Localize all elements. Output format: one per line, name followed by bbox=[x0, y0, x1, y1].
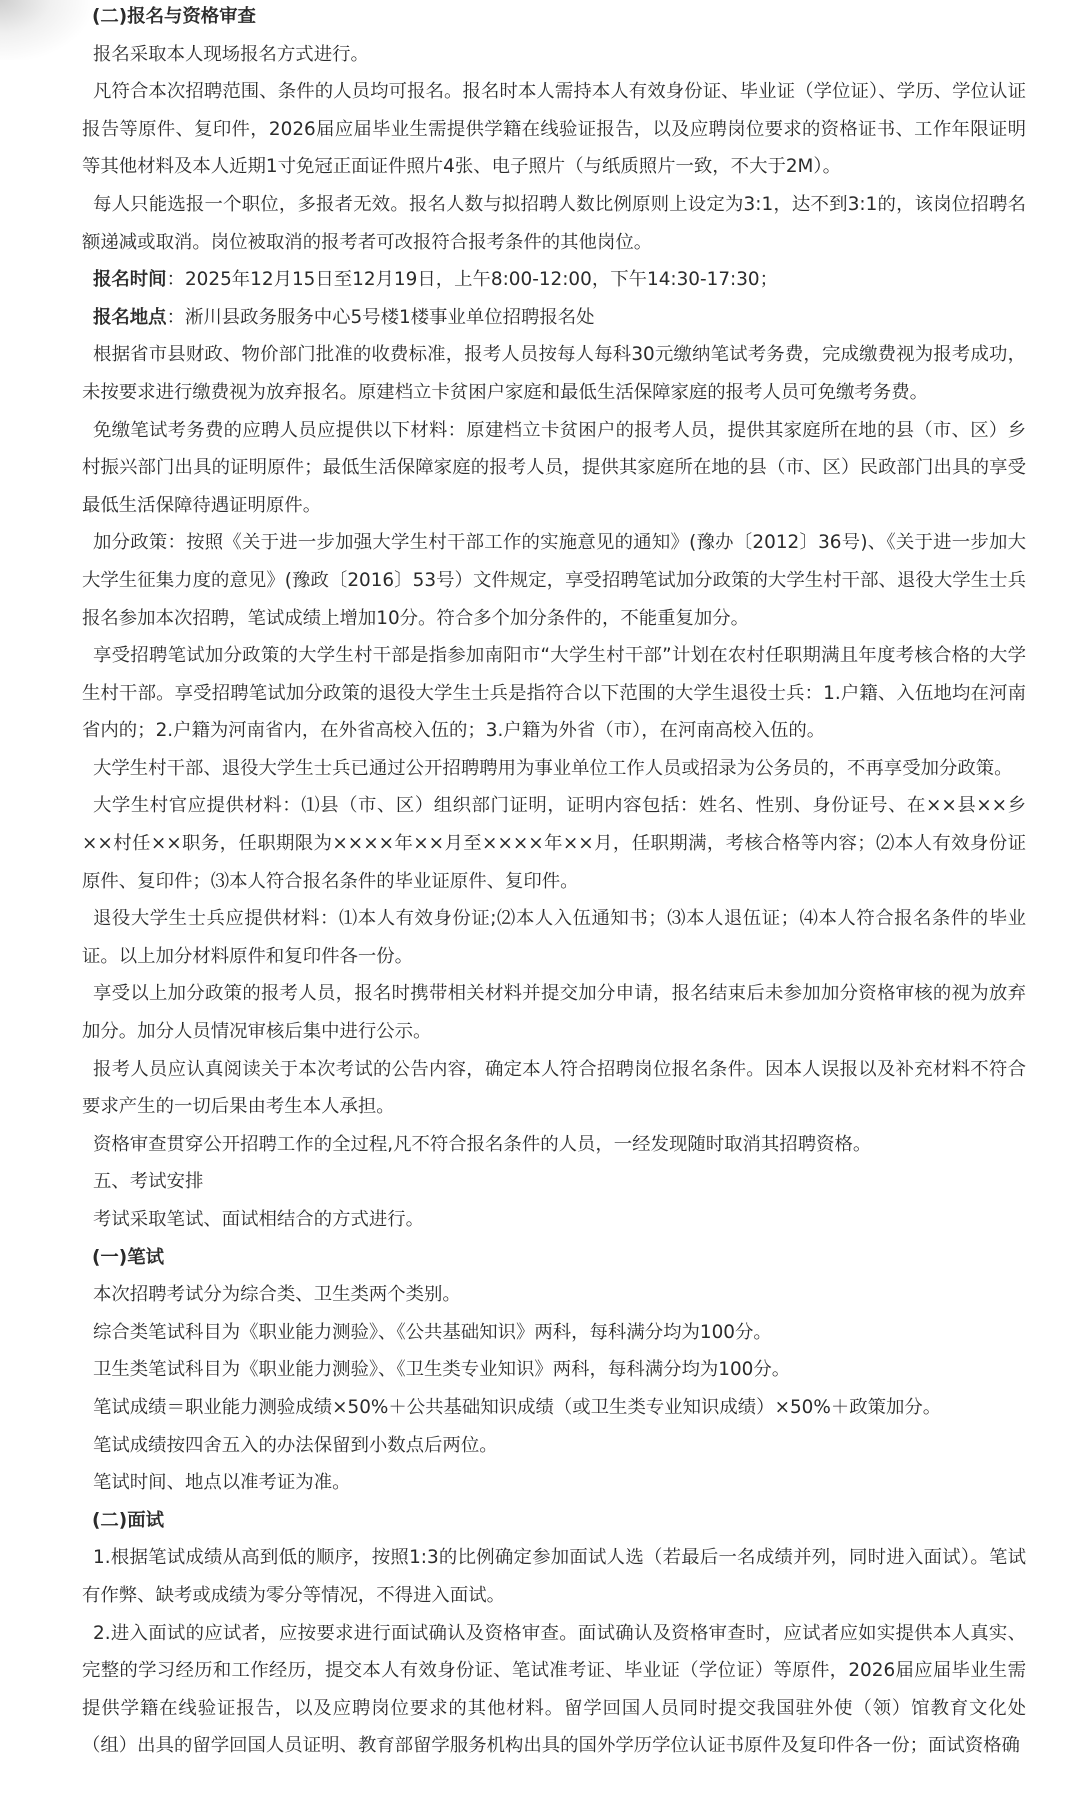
paragraph: 享受以上加分政策的报考人员，报名时携带相关材料并提交加分申请，报名结束后未参加加分资格审核的视为放弃加分。加分人员情况审核后集中进行公示。 bbox=[82, 983, 1026, 1043]
paragraph: 享受招聘笔试加分政策的大学生村干部是指参加南阳市“大学生村干部”计划在农村任职期满且年度考核合格的大学生村干部。享受招聘笔试加分政策的退役大学生士兵是指符合以下范围的大学生退役士兵：1.户籍、入伍地均在河南省内的；2.户籍为河南省内，在外省高校入伍的；3.户籍为外省（市），在河南高校入伍的。 bbox=[82, 645, 1026, 742]
paragraph: 退役大学生士兵应提供材料：⑴本人有效身份证;⑵本人入伍通知书；⑶本人退伍证；⑷本人符合报名条件的毕业证。以上加分材料原件和复印件各一份。 bbox=[82, 908, 1026, 967]
registration-place-value: ：淅川县政务服务中心5号楼1楼事业单位招聘报名处 bbox=[166, 306, 595, 328]
paragraph: 资格审查贯穿公开招聘工作的全过程,凡不符合报名条件的人员，一经发现随时取消其招聘资格。 bbox=[93, 1133, 872, 1155]
section-heading-exam-arrangement: 五、考试安排 bbox=[93, 1171, 204, 1193]
section-heading-interview: (二)面试 bbox=[92, 1509, 164, 1531]
paragraph: 大学生村干部、退役大学生士兵已通过公开招聘聘用为事业单位工作人员或招录为公务员的，不再享受加分政策。 bbox=[93, 757, 1013, 779]
registration-place bbox=[82, 299, 1026, 337]
section-heading-registration: (二)报名与资格审查 bbox=[92, 6, 256, 27]
paragraph: 凡符合本次招聘范围、条件的人员均可报名。报名时本人需持本人有效身份证、毕业证（学位证）、学历、学位认证报告等原件、复印件，2026届应届毕业生需提供学籍在线验证报告，以及应聘岗位要求的资格证书、工作年限证明等其他材料及本人近期1寸免冠正面证件照片4张、电子照片（与纸质照片一致，不大于2M）。 bbox=[82, 81, 1026, 178]
paragraph: 综合类笔试科目为《职业能力测验》、《公共基础知识》两科，每科满分均为100分。 bbox=[93, 1321, 772, 1343]
paragraph: 免缴笔试考务费的应聘人员应提供以下材料：原建档立卡贫困户的报考人员，提供其家庭所在地的县（市、区）乡村振兴部门出具的证明原件；最低生活保障家庭的报考人员，提供其家庭所在地的县（市、区）民政部门出具的享受最低生活保障待遇证明原件。 bbox=[82, 419, 1026, 516]
paragraph: 本次招聘考试分为综合类、卫生类两个类别。 bbox=[93, 1284, 461, 1306]
section-heading-written-exam: (一)笔试 bbox=[92, 1246, 164, 1268]
paragraph: 每人只能选报一个职位，多报者无效。报名人数与拟招聘人数比例原则上设定为3:1，达不到3:1的，该岗位招聘名额递减或取消。岗位被取消的报考者可改报符合报考条件的其他岗位。 bbox=[82, 193, 1026, 253]
paragraph: 笔试时间、地点以准考证为准。 bbox=[93, 1472, 351, 1494]
document-body bbox=[82, 0, 1026, 1765]
paragraph: 根据省市县财政、物价部门批准的收费标准，报考人员按每人每科30元缴纳笔试考务费，完成缴费视为报考成功，未按要求进行缴费视为放弃报名。原建档立卡贫困户家庭和最低生活保障家庭的报考人员可免缴考务费。 bbox=[82, 344, 1026, 403]
paragraph: 报考人员应认真阅读关于本次考试的公告内容，确定本人符合招聘岗位报名条件。因本人误报以及补充材料不符合要求产生的一切后果由考生本人承担。 bbox=[82, 1058, 1026, 1118]
paragraph: 笔试成绩＝职业能力测验成绩×50%＋公共基础知识成绩（或卫生类专业知识成绩）×50%＋政策加分。 bbox=[93, 1396, 942, 1418]
registration-place-label: 报名地点 bbox=[93, 306, 167, 328]
paragraph: 笔试成绩按四舍五入的办法保留到小数点后两位。 bbox=[93, 1434, 498, 1456]
paragraph: 加分政策：按照《关于进一步加强大学生村干部工作的实施意见的通知》(豫办〔2012〕36号)、《关于进一步加大大学生征集力度的意见》(豫政〔2016〕53号）文件规定，享受招聘笔试加分政策的大学生村干部、退役大学生士兵报名参加本次招聘，笔试成绩上增加10分。符合多个加分条件的，不能重复加分。 bbox=[82, 532, 1026, 629]
registration-time-label: 报名时间 bbox=[93, 269, 167, 291]
paragraph: 大学生村官应提供材料：⑴县（市、区）组织部门证明，证明内容包括：姓名、性别、身份证号、在××县××乡××村任××职务，任职期限为××××年××月至××××年××月，任职期满，考核合格等内容；⑵本人有效身份证原件、复印件；⑶本人符合报名条件的毕业证原件、复印件。 bbox=[82, 795, 1026, 892]
page-corner-shadow bbox=[0, 0, 90, 60]
paragraph: 1.根据笔试成绩从高到低的顺序，按照1:3的比例确定参加面试人选（若最后一名成绩并列，同时进入面试）。笔试有作弊、缺考或成绩为零分等情况，不得进入面试。 bbox=[82, 1547, 1026, 1606]
paragraph: 报名采取本人现场报名方式进行。 bbox=[93, 43, 369, 65]
registration-time bbox=[82, 261, 1026, 299]
paragraph: 卫生类笔试科目为《职业能力测验》、《卫生类专业知识》两科，每科满分均为100分。 bbox=[93, 1359, 791, 1381]
registration-time-value: ：2025年12月15日至12月19日，上午8:00-12:00，下午14:30-17:30； bbox=[166, 269, 779, 291]
paragraph: 2.进入面试的应试者，应按要求进行面试确认及资格审查。面试确认及资格审查时，应试者应如实提供本人真实、完整的学习经历和工作经历，提交本人有效身份证、笔试准考证、毕业证（学位证）等原件，2026届应届毕业生需提供学籍在线验证报告，以及应聘岗位要求的其他材料。留学回国人员同时提交我国驻外使（领）馆教育文化处（组）出具的留学回国人员证明、教育部留学服务机构出具的国外学历学位认证书原件及复印件各一份；面试资格确 bbox=[82, 1622, 1026, 1757]
paragraph: 考试采取笔试、面试相结合的方式进行。 bbox=[93, 1209, 425, 1230]
